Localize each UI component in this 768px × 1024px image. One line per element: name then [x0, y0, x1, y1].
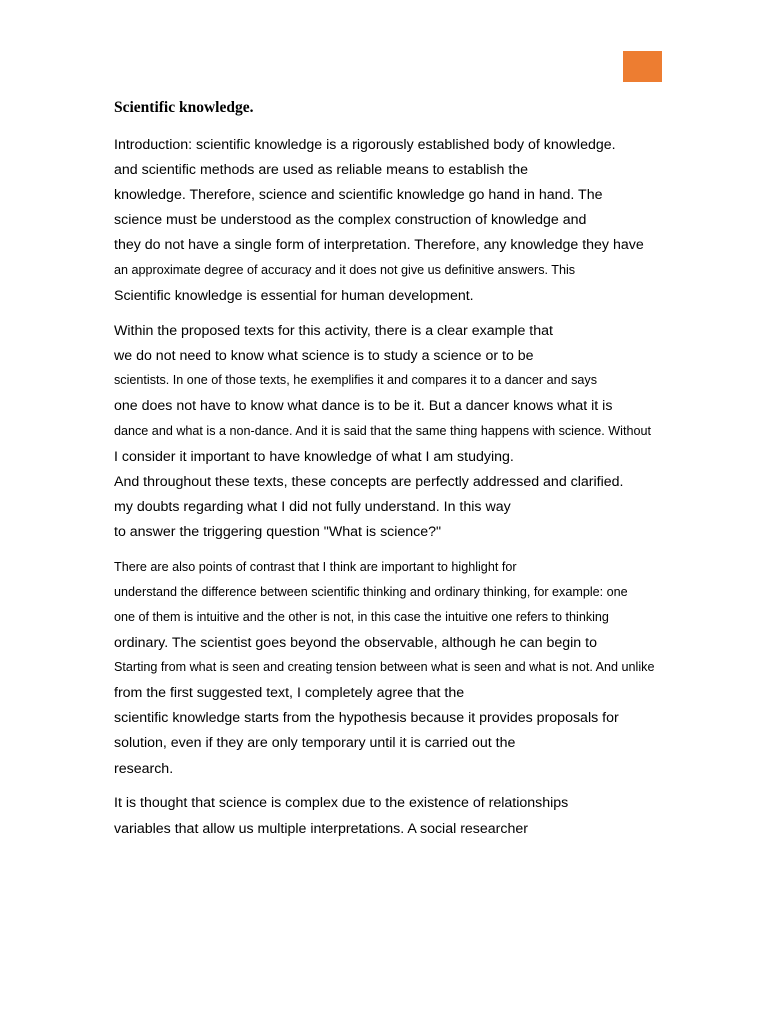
paragraph-line: scientists. In one of those texts, he exemplifies it and compares it to a dancer and says [114, 373, 598, 387]
paragraph-line: knowledge. Therefore, science and scientific knowledge go hand in hand. The [114, 187, 603, 203]
paragraph-line: to answer the triggering question "What is science?" [114, 524, 442, 540]
paragraph-line: they do not have a single form of interpretation. Therefore, any knowledge they have [114, 237, 644, 253]
paragraph-line: There are also points of contrast that I think are important to highlight for [114, 560, 517, 574]
orange-corner-block [623, 51, 662, 82]
paragraph-line: research. [114, 761, 174, 777]
orange-corner-rect [623, 51, 662, 82]
paragraph-line: we do not need to know what science is to study a science or to be [114, 348, 534, 364]
paragraph-line: scientific knowledge starts from the hypothesis because it provides proposals for [114, 710, 619, 726]
paragraph-line: variables that allow us multiple interpretations. A social researcher [114, 821, 529, 837]
paragraph-line: And throughout these texts, these concepts are perfectly addressed and clarified. [114, 474, 624, 490]
paragraph-line: my doubts regarding what I did not fully understand. In this way [114, 499, 511, 515]
paragraph-line: Within the proposed texts for this activity, there is a clear example that [114, 323, 553, 339]
paragraph-line: one does not have to know what dance is to be it. But a dancer knows what it is [114, 398, 613, 414]
paragraph-line: Scientific knowledge is essential for human development. [114, 288, 474, 304]
paragraph-line: It is thought that science is complex due to the existence of relationships [114, 795, 569, 811]
document-title: Scientific knowledge. [114, 99, 254, 116]
paragraph-line: understand the difference between scientific thinking and ordinary thinking, for example: one [114, 585, 628, 599]
paragraph-line: dance and what is a non-dance. And it is said that the same thing happens with science. Without [114, 424, 651, 438]
paragraph-line: from the first suggested text, I completely agree that the [114, 685, 465, 701]
paragraph-line: solution, even if they are only temporary until it is carried out the [114, 735, 516, 751]
paragraph-line: I consider it important to have knowledge of what I am studying. [114, 449, 514, 465]
paragraph-line: an approximate degree of accuracy and it does not give us definitive answers. This [114, 263, 576, 277]
paragraph-line: science must be understood as the complex construction of knowledge and [114, 212, 587, 228]
paragraph-line: Introduction: scientific knowledge is a rigorously established body of knowledge. [114, 137, 616, 153]
paragraph-line: and scientific methods are used as reliable means to establish the [114, 162, 529, 178]
paragraph-line: ordinary. The scientist goes beyond the observable, although he can begin to [114, 635, 597, 651]
paragraph-line: Starting from what is seen and creating tension between what is seen and what is not. And unlike [114, 660, 655, 674]
paragraph-line: one of them is intuitive and the other is not, in this case the intuitive one refers to thinking [114, 610, 609, 624]
